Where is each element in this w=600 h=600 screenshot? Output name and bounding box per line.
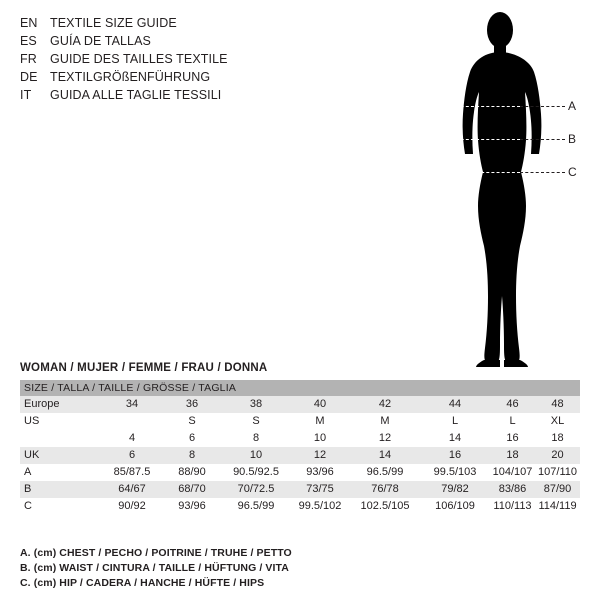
waist-measure-line — [430, 139, 520, 140]
language-row — [20, 34, 400, 52]
cell: 20 — [535, 447, 580, 464]
table-header-row — [20, 380, 580, 396]
row-label: US — [20, 413, 102, 430]
cell: 90.5/92.5 — [222, 464, 290, 481]
cell: 18 — [535, 430, 580, 447]
legend-item-b: B. (cm) WAIST / CINTURA / TAILLE / HÜFTUNG / VITA — [20, 562, 289, 574]
size-table — [20, 380, 580, 515]
cell: M — [290, 413, 350, 430]
legend-item-c: C. (cm) HIP / CADERA / HANCHE / HÜFTE / HIPS — [20, 577, 265, 589]
legend-item-a: A. (cm) CHEST / PECHO / POITRINE / TRUHE / PETTO — [20, 547, 292, 559]
table-row — [20, 498, 580, 515]
cell — [102, 413, 162, 430]
cell: 12 — [290, 447, 350, 464]
cell: 106/109 — [420, 498, 490, 515]
cell: 8 — [162, 447, 222, 464]
table-row — [20, 481, 580, 498]
table-header-label: SIZE / TALLA / TAILLE / GRÖSSE / TAGLIA — [20, 380, 580, 396]
language-text: GUIDA ALLE TAGLIE TESSILI — [50, 88, 222, 102]
cell: 110/113 — [490, 498, 535, 515]
cell: 102.5/105 — [350, 498, 420, 515]
cell: 48 — [535, 396, 580, 413]
row-label — [20, 430, 102, 447]
cell: 46 — [490, 396, 535, 413]
cell: 99.5/103 — [420, 464, 490, 481]
cell: 40 — [290, 396, 350, 413]
size-table-wrapper — [20, 380, 580, 515]
cell: 107/110 — [535, 464, 580, 481]
language-row — [20, 52, 400, 70]
row-label: UK — [20, 447, 102, 464]
cell: 14 — [350, 447, 420, 464]
cell: 44 — [420, 396, 490, 413]
cell: 70/72.5 — [222, 481, 290, 498]
cell: 8 — [222, 430, 290, 447]
language-row — [20, 88, 400, 106]
cell: 18 — [490, 447, 535, 464]
language-code: EN — [20, 16, 38, 30]
table-row — [20, 447, 580, 464]
cell: 85/87.5 — [102, 464, 162, 481]
cell: S — [162, 413, 222, 430]
cell: 76/78 — [350, 481, 420, 498]
language-text: TEXTILE SIZE GUIDE — [50, 16, 177, 30]
hip-leader-line — [520, 172, 565, 173]
cell: 87/90 — [535, 481, 580, 498]
cell: 93/96 — [162, 498, 222, 515]
cell: 114/119 — [535, 498, 580, 515]
cell: 14 — [420, 430, 490, 447]
cell: 64/67 — [102, 481, 162, 498]
row-label: Europe — [20, 396, 102, 413]
chest-leader-line — [520, 106, 565, 107]
language-title-list — [20, 16, 400, 106]
cell: 79/82 — [420, 481, 490, 498]
cell: 6 — [162, 430, 222, 447]
table-row — [20, 396, 580, 413]
cell: 42 — [350, 396, 420, 413]
language-text: GUÍA DE TALLAS — [50, 34, 151, 48]
cell: 6 — [102, 447, 162, 464]
language-code: FR — [20, 52, 37, 66]
marker-label-b: B — [568, 132, 577, 146]
cell: L — [420, 413, 490, 430]
cell: 10 — [222, 447, 290, 464]
cell: 104/107 — [490, 464, 535, 481]
language-row — [20, 70, 400, 88]
cell: XL — [535, 413, 580, 430]
cell: 99.5/102 — [290, 498, 350, 515]
chest-measure-line — [430, 106, 520, 107]
cell: 34 — [102, 396, 162, 413]
cell: 16 — [490, 430, 535, 447]
cell: L — [490, 413, 535, 430]
language-text: TEXTILGRÖßENFÜHRUNG — [50, 70, 211, 84]
table-row — [20, 430, 580, 447]
cell: 16 — [420, 447, 490, 464]
cell: 36 — [162, 396, 222, 413]
row-label: C — [20, 498, 102, 515]
cell: 88/90 — [162, 464, 222, 481]
cell: 12 — [350, 430, 420, 447]
cell: 83/86 — [490, 481, 535, 498]
cell: 96.5/99 — [222, 498, 290, 515]
cell: 68/70 — [162, 481, 222, 498]
body-figure — [400, 8, 600, 368]
table-row — [20, 464, 580, 481]
table-row — [20, 413, 580, 430]
cell: S — [222, 413, 290, 430]
cell: 73/75 — [290, 481, 350, 498]
marker-label-c: C — [568, 165, 577, 179]
cell: 96.5/99 — [350, 464, 420, 481]
cell: 90/92 — [102, 498, 162, 515]
cell: M — [350, 413, 420, 430]
section-title: WOMAN / MUJER / FEMME / FRAU / DONNA — [20, 362, 268, 374]
language-code: DE — [20, 70, 38, 84]
cell: 4 — [102, 430, 162, 447]
female-silhouette-icon — [430, 8, 570, 368]
hip-measure-line — [430, 172, 520, 173]
marker-label-a: A — [568, 99, 577, 113]
measurement-legend — [20, 546, 500, 591]
language-code: IT — [20, 88, 32, 102]
cell: 38 — [222, 396, 290, 413]
language-code: ES — [20, 34, 37, 48]
cell: 93/96 — [290, 464, 350, 481]
waist-leader-line — [520, 139, 565, 140]
cell: 10 — [290, 430, 350, 447]
language-text: GUIDE DES TAILLES TEXTILE — [50, 52, 228, 66]
row-label: B — [20, 481, 102, 498]
row-label: A — [20, 464, 102, 481]
language-row — [20, 16, 400, 34]
